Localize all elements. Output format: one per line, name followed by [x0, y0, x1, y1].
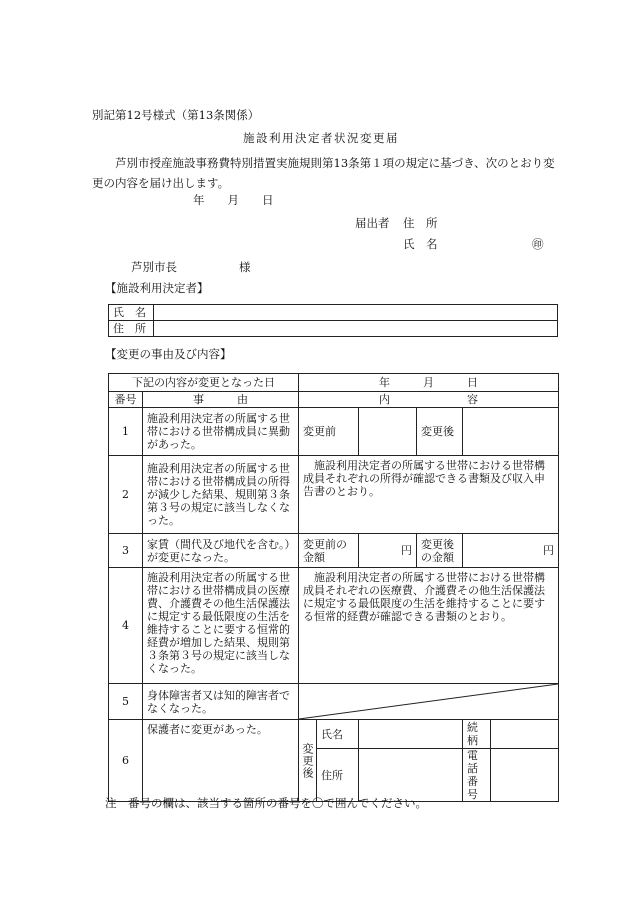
- guardian-name-label: 氏名: [317, 720, 359, 749]
- guardian-name-field[interactable]: [359, 720, 463, 749]
- seal-mark: ㊞: [532, 237, 544, 251]
- row-number-6[interactable]: 6: [109, 720, 143, 802]
- row-reason-4: 施設利用決定者の所属する世帯における世帯構成員の医療費、介護費その他生活保護法に規定する最低限度の生活を維持することに要する恒常的経費が増加した結果、規則第３条第３号の規定に該当しなくなった。: [143, 568, 299, 684]
- intro-text: 芦別市授産施設事務費特別措置実施規則第13条第１項の規定に基づき、次のとおり変更の内容を届け出します。: [92, 156, 555, 190]
- before-field-1[interactable]: [359, 408, 417, 456]
- row-reason-1: 施設利用決定者の所属する世帯における世帯構成員に異動があった。: [143, 408, 299, 456]
- change-table: [108, 373, 559, 802]
- row-content-2: 施設利用決定者の所属する世帯における世帯構成員それぞれの所得が確認できる書類及び収入申告書のとおり。: [299, 456, 559, 534]
- name-field[interactable]: [154, 305, 558, 321]
- header-number: 番号: [109, 392, 143, 408]
- guardian-phone-label: 電話番号: [463, 749, 491, 802]
- guardian-address-label: 住所: [317, 749, 359, 802]
- guardian-relation-field[interactable]: [491, 720, 559, 749]
- addressee-mayor: 芦別市長: [131, 260, 177, 274]
- page-title: 施設利用決定者状況変更届: [243, 131, 399, 145]
- section1-title: 【施設利用決定者】: [105, 281, 209, 295]
- diagonal-strike: [299, 684, 558, 719]
- address-label: 住 所: [109, 321, 154, 337]
- applicant-name-label: 氏 名: [403, 237, 438, 251]
- before-amount-label: 変更前の金額: [299, 534, 359, 568]
- row-reason-6: 保護者に変更があった。: [143, 720, 299, 802]
- guardian-address-field[interactable]: [359, 749, 463, 802]
- section2-title: 【変更の事由及び内容】: [105, 347, 232, 361]
- guardian-relation-label: 続柄: [463, 720, 491, 749]
- guardian-phone-field[interactable]: [491, 749, 559, 802]
- row-number-1[interactable]: 1: [109, 408, 143, 456]
- form-code: 別記第12号様式（第13条関係）: [92, 108, 260, 122]
- user-info-table: [108, 304, 558, 337]
- header-content: 内 容: [299, 392, 559, 408]
- footer-note: 注 番号の欄は、該当する箇所の番号を〇で囲んでください。: [105, 796, 427, 810]
- after-vertical-label: 変更後: [299, 720, 317, 802]
- change-date-label: 下記の内容が変更となった日: [109, 374, 299, 392]
- addressee-honorific: 様: [239, 260, 251, 274]
- change-date-field[interactable]: 年 月 日: [299, 374, 559, 392]
- row-number-4[interactable]: 4: [109, 568, 143, 684]
- address-field[interactable]: [154, 321, 558, 337]
- row-content-5: [299, 684, 559, 720]
- row-content-4: 施設利用決定者の所属する世帯における世帯構成員それぞれの医療費、介護費その他生活保護法に規定する最低限度の生活を維持することに要する恒常的経費が確認できる書類のとおり。: [299, 568, 559, 684]
- row-reason-5: 身体障害者又は知的障害者でなくなった。: [143, 684, 299, 720]
- after-amount-label: 変更後の金額: [417, 534, 463, 568]
- applicant-address-label: 住 所: [403, 216, 438, 230]
- before-amount-field[interactable]: 円: [359, 534, 417, 568]
- row-number-3[interactable]: 3: [109, 534, 143, 568]
- row-number-2[interactable]: 2: [109, 456, 143, 534]
- before-label-1: 変更前: [299, 408, 359, 456]
- after-amount-field[interactable]: 円: [463, 534, 559, 568]
- submission-date: 年 月 日: [193, 193, 274, 207]
- row-number-5[interactable]: 5: [109, 684, 143, 720]
- after-field-1[interactable]: [463, 408, 559, 456]
- header-reason: 事 由: [143, 392, 299, 408]
- name-label: 氏 名: [109, 305, 154, 321]
- row-reason-3: 家賃（間代及び地代を含む。）が変更になった。: [143, 534, 299, 568]
- row-reason-2: 施設利用決定者の所属する世帯における世帯構成員の所得が減少した結果、規則第３条第３号の規定に該当しなくなった。: [143, 456, 299, 534]
- after-label-1: 変更後: [417, 408, 463, 456]
- applicant-label: 届出者: [355, 216, 390, 230]
